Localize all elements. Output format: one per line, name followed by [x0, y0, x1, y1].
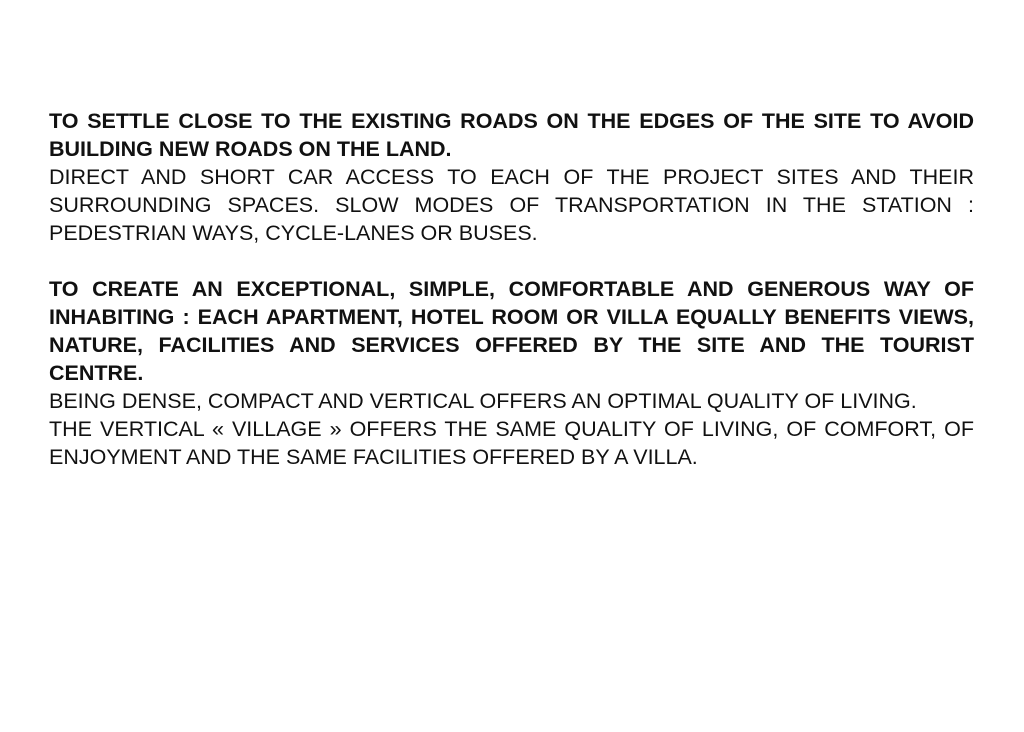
section-inhabiting: [49, 275, 974, 471]
section-heading: TO SETTLE CLOSE TO THE EXISTING ROADS ON THE EDGES OF THE SITE TO AVOID BUILDING NEW ROADS ON THE LAND.: [49, 109, 974, 161]
section-heading: TO CREATE AN EXCEPTIONAL, SIMPLE, COMFORTABLE AND GENEROUS WAY OF INHABITING : EACH APARTMENT, HOTEL ROOM OR VILLA EQUALLY BENEFITS VIEWS, NATURE, FACILITIES AND SERVICES OFFERED BY THE SITE AND THE TOURIST CENTRE.: [49, 277, 974, 385]
section-paragraph: DIRECT AND SHORT CAR ACCESS TO EACH OF THE PROJECT SITES AND THEIR SURROUNDING SPACES. SLOW MODES OF TRANSPORTATION IN THE STATION : PEDESTRIAN WAYS, CYCLE-LANES OR BUSES.: [49, 165, 974, 245]
section-paragraph: THE VERTICAL « VILLAGE » OFFERS THE SAME QUALITY OF LIVING, OF COMFORT, OF ENJOYMENT AND THE SAME FACILITIES OFFERED BY A VILLA.: [49, 417, 974, 469]
section-paragraph: BEING DENSE, COMPACT AND VERTICAL OFFERS AN OPTIMAL QUALITY OF LIVING.: [49, 389, 917, 413]
document-page: [49, 107, 974, 471]
section-roads: [49, 107, 974, 247]
